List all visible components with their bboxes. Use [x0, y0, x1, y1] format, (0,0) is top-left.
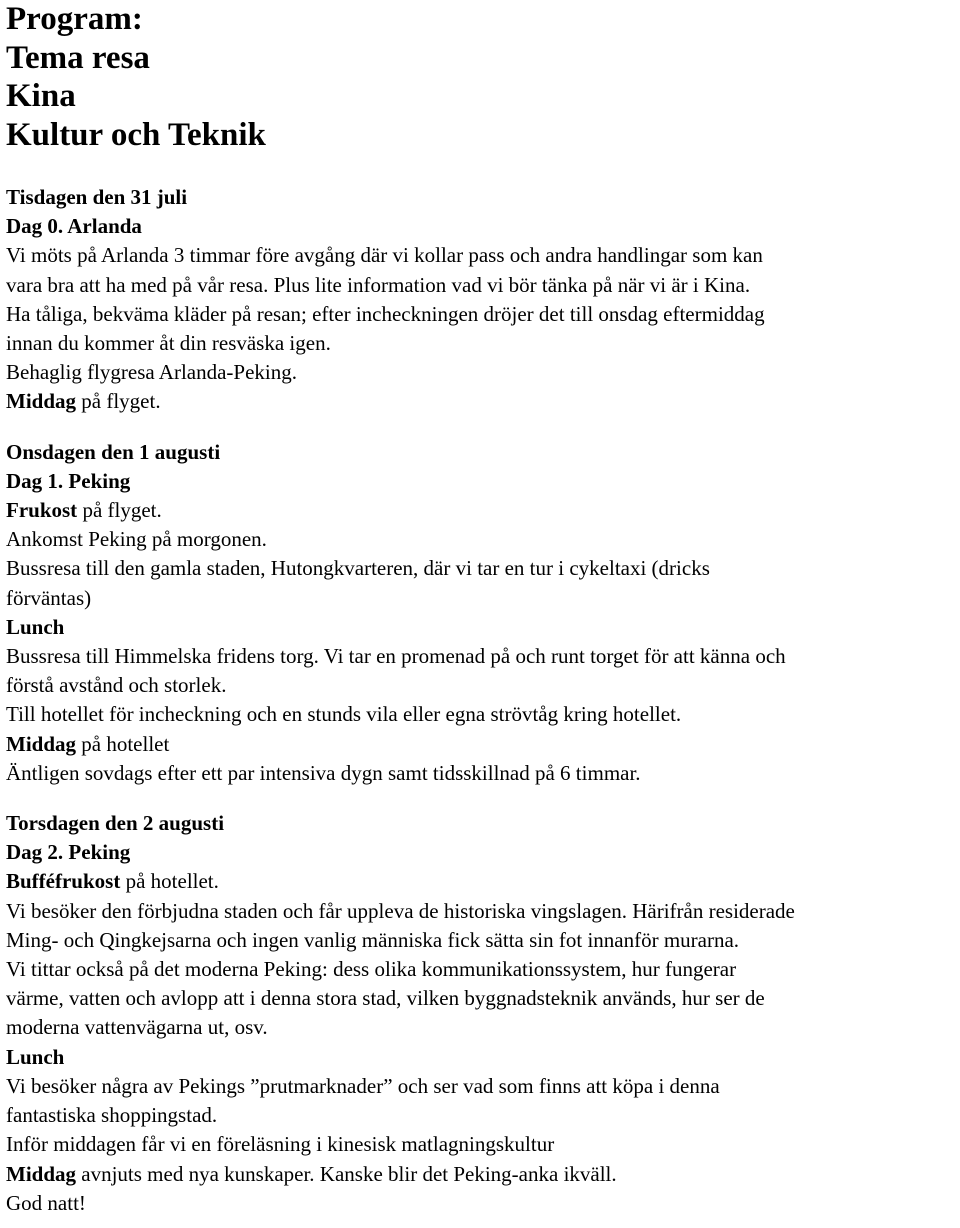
line-text: fantastiska shoppingstad. — [6, 1103, 218, 1128]
itinerary-line — [6, 1013, 960, 1042]
itinerary-line — [6, 730, 960, 759]
line-text: moderna vattenvägarna ut, osv. — [6, 1015, 268, 1040]
day-heading: Dag 2. Peking — [6, 840, 131, 865]
line-text: på flyget. — [77, 498, 162, 523]
title-line-3: Kina — [6, 78, 76, 114]
section-spacer — [6, 788, 960, 809]
itinerary-line — [6, 329, 960, 358]
meal-label: Middag — [6, 389, 77, 414]
day-heading: Dag 1. Peking — [6, 468, 131, 493]
line-text: Vi besöker den förbjudna staden och får uppleva de historiska vingslagen. Härifrån residerade — [6, 898, 795, 923]
line-text: Äntligen sovdags efter ett par intensiva dygn samt tidsskillnad på 6 timmar. — [6, 760, 641, 785]
line-text: Bussresa till den gamla staden, Hutongkvarteren, där vi tar en tur i cykeltaxi (dricks — [6, 556, 710, 581]
itinerary-line — [6, 897, 960, 926]
line-text: Inför middagen får vi en föreläsning i kinesisk matlagningskultur — [6, 1132, 555, 1157]
itinerary-line — [6, 584, 960, 613]
itinerary-line — [6, 926, 960, 955]
itinerary-line — [6, 496, 960, 525]
line-text: vara bra att ha med på vår resa. Plus lite information vad vi bör tänka på när vi är i Kina. — [6, 272, 751, 297]
itinerary-line — [6, 300, 960, 329]
line-text: värme, vatten och avlopp att i denna stora stad, vilken byggnadsteknik används, hur ser de — [6, 986, 765, 1011]
line-text: på hotellet — [76, 731, 170, 756]
itinerary-line — [6, 984, 960, 1013]
day-date: Torsdagen den 2 augusti — [6, 811, 225, 836]
itinerary-line — [6, 867, 960, 896]
itinerary-line — [6, 1072, 960, 1101]
day-section — [6, 183, 960, 417]
section-spacer — [6, 154, 960, 183]
line-text: förstå avstånd och storlek. — [6, 673, 227, 698]
itinerary-line — [6, 613, 960, 642]
meal-label: Lunch — [6, 1044, 65, 1069]
line-text: Vi besöker några av Pekings ”prutmarknader” och ser vad som finns att köpa i denna — [6, 1073, 720, 1098]
day-section — [6, 438, 960, 788]
itinerary-line — [6, 1160, 960, 1189]
line-text: God natt! — [6, 1190, 86, 1215]
day-heading: Dag 0. Arlanda — [6, 214, 142, 239]
itinerary-line — [6, 525, 960, 554]
title-line-1: Program: — [6, 1, 143, 37]
meal-label: Bufféfrukost — [6, 869, 121, 894]
program-title — [6, 0, 960, 154]
line-text: Behaglig flygresa Arlanda-Peking. — [6, 360, 298, 385]
meal-label: Middag — [6, 1161, 77, 1186]
itinerary-line — [6, 1043, 960, 1072]
day-section — [6, 809, 960, 1218]
meal-label: Lunch — [6, 614, 65, 639]
itinerary-line — [6, 700, 960, 729]
line-text: Vi tittar också på det moderna Peking: dess olika kommunikationssystem, hur fungerar — [6, 957, 737, 982]
line-text: på hotellet. — [120, 869, 219, 894]
day-date: Onsdagen den 1 augusti — [6, 439, 221, 464]
itinerary — [6, 154, 960, 1218]
line-text: Ming- och Qingkejsarna och ingen vanlig människa fick sätta sin fot innanför murarna. — [6, 927, 740, 952]
line-text: avnjuts med nya kunskaper. Kanske blir det Peking-anka ikväll. — [76, 1161, 617, 1186]
itinerary-line — [6, 554, 960, 583]
title-line-4: Kultur och Teknik — [6, 116, 266, 153]
line-text: förväntas) — [6, 585, 92, 610]
itinerary-line — [6, 1101, 960, 1130]
itinerary-line — [6, 1189, 960, 1218]
itinerary-line — [6, 1130, 960, 1159]
section-spacer — [6, 417, 960, 438]
line-text: Ha tåliga, bekväma kläder på resan; efter incheckningen dröjer det till onsdag eftermiddag — [6, 301, 765, 326]
line-text: Till hotellet för incheckning och en stunds vila eller egna strövtåg kring hotellet. — [6, 702, 682, 727]
line-text: Ankomst Peking på morgonen. — [6, 527, 267, 552]
itinerary-line — [6, 387, 960, 416]
itinerary-line — [6, 271, 960, 300]
meal-label: Middag — [6, 731, 77, 756]
itinerary-line — [6, 358, 960, 387]
day-date: Tisdagen den 31 juli — [6, 185, 188, 209]
itinerary-line — [6, 671, 960, 700]
meal-label: Frukost — [6, 498, 78, 523]
title-line-2: Tema resa — [6, 39, 150, 76]
itinerary-line — [6, 241, 960, 270]
line-text: innan du kommer åt din resväska igen. — [6, 331, 331, 356]
itinerary-line — [6, 955, 960, 984]
line-text: Vi möts på Arlanda 3 timmar före avgång där vi kollar pass och andra handlingar som kan — [6, 243, 763, 268]
line-text: på flyget. — [76, 389, 161, 414]
itinerary-line — [6, 759, 960, 788]
line-text: Bussresa till Himmelska fridens torg. Vi tar en promenad på och runt torget för att känna och — [6, 644, 786, 669]
itinerary-line — [6, 642, 960, 671]
